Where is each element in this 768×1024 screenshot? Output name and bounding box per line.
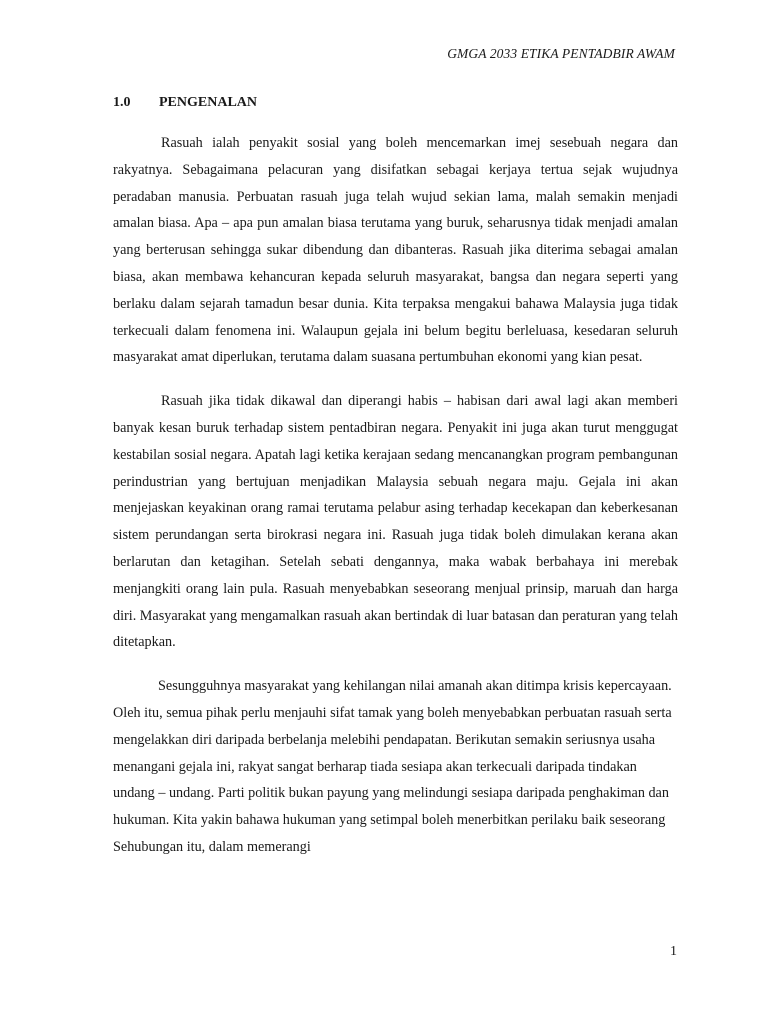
paragraph-3: Sesungguhnya masyarakat yang kehilangan nilai amanah akan ditimpa krisis kepercayaan. Oleh itu, semua pihak perlu menjauhi sifat tamak yang boleh menyebabkan perbuatan rasuah serta mengelakkan diri daripada berbelanja melebihi pendapatan. Berikutan semakin seriusnya usaha menangani gejala ini, rakyat sangat berharap tiada sesiapa akan terkecuali daripada tindakan undang – undang. Parti politik bukan payung yang melindungi sesiapa daripada penghakiman dan hukuman. Kita yakin bahawa hukuman yang setimpal boleh menerbitkan perilaku baik seseorang Sehubungan itu, dalam memerangi (113, 678, 672, 855)
section-heading (113, 95, 257, 111)
paragraph-1: Rasuah ialah penyakit sosial yang boleh mencemarkan imej sesebuah negara dan rakyatnya. Sebagaimana pelacuran yang disifatkan sebagai kerjaya tertua sejak wujudnya peradaban manusia. Perbuatan rasuah juga telah wujud sekian lama, malah semakin menjadi amalan biasa. Apa – apa pun amalan biasa terutama yang buruk, seharusnya tidak menjadi amalan yang berterusan sehingga sukar dibendung dan dibanteras. Rasuah jika diterima sebagai amalan biasa, akan membawa kehancuran kepada seluruh masyarakat, bangsa dan negara seperti yang berlaku dalam sejarah tamadun besar dunia. Kita terpaksa mengakui bahawa Malaysia juga tidak terkecuali dalam fenomena ini. Walaupun gejala ini belum begitu berleluasa, kesedaran seluruh masyarakat amat diperlukan, terutama dalam suasana pertumbuhan ekonomi yang kian pesat. (113, 135, 678, 366)
paragraph-2: Rasuah jika tidak dikawal dan diperangi habis – habisan dari awal lagi akan memberi banyak kesan buruk terhadap sistem pentadbiran negara. Penyakit ini juga akan turut menggugat kestabilan sosial negara. Apatah lagi ketika kerajaan sedang mencanangkan program pembangunan perindustrian yang bertujuan menjadikan Malaysia sebuah negara maju. Gejala ini akan menjejaskan keyakinan orang ramai terutama pelabur asing terhadap kecekapan dan keberkesanan sistem perundangan serta birokrasi negara ini. Rasuah juga tidak boleh dimulakan kerana akan berlarutan dan ketagihan. Setelah sebati dengannya, maka wabak berbahaya ini merebak menjangkiti orang lain pula. Rasuah menyebabkan seseorang menjual prinsip, maruah dan harga diri. Masyarakat yang mengamalkan rasuah akan bertindak di luar batasan dan peraturan yang telah ditetapkan. (113, 393, 678, 651)
running-header-title: GMGA 2033 ETIKA PENTADBIR AWAM (447, 46, 675, 61)
section-number: 1.0 (113, 95, 131, 110)
section-title: PENGENALAN (159, 95, 258, 110)
page-number: 1 (670, 944, 677, 959)
body-text (113, 130, 678, 861)
